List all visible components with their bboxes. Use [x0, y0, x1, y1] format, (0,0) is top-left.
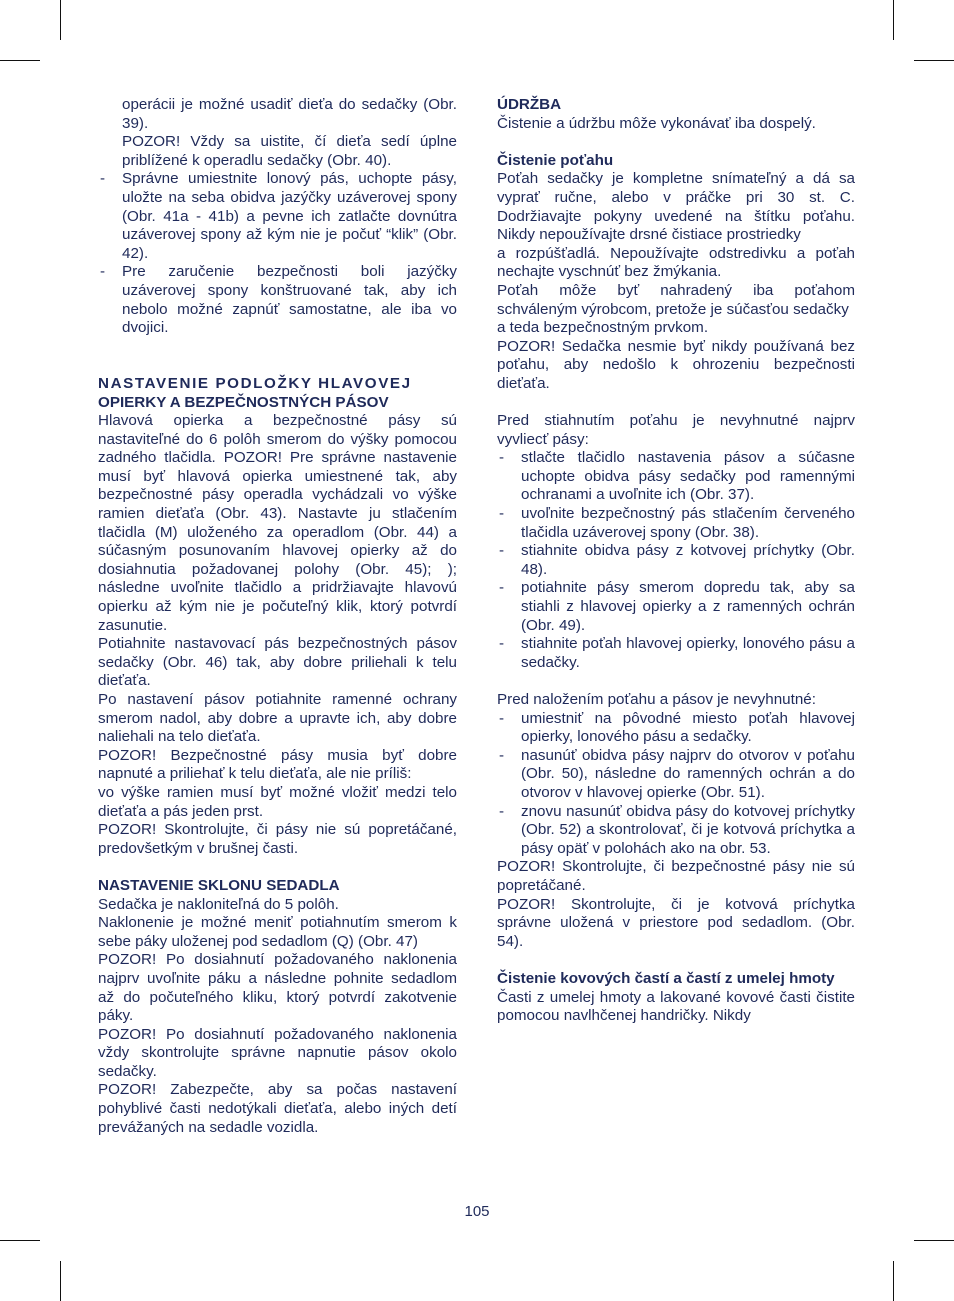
section-heading: NASTAVENIE SKLONU SEDADLA	[98, 876, 340, 894]
paragraph: POZOR! Zabezpečte, aby sa počas nastavení pohyblivé časti nedotýkali dieťaťa, alebo iných detí prevážaných na sedadle vozidla.	[98, 1081, 457, 1136]
paragraph: POZOR! Skontrolujte, či pásy nie sú popretáčané, predovšetkým v brušnej časti.	[98, 821, 457, 857]
paragraph: Časti z umelej hmoty a lakované kovové časti čistite pomocou navlhčenej handričky. Nikdy	[497, 988, 855, 1025]
list-item: - stiahnite poťah hlavovej opierky, lonového pásu a sedačky.	[497, 635, 855, 672]
right-column	[497, 96, 855, 1026]
paragraph: operácii je možné usadiť dieťa do sedačky (Obr. 39).	[122, 96, 457, 132]
crop-mark	[914, 1240, 954, 1241]
list-item: - uvoľnite bezpečnostný pás stlačením červeného tlačidla uzáverovej spony (Obr. 38).	[497, 505, 855, 542]
list	[497, 449, 855, 672]
paragraph: Čistenie a údržbu môže vykonávať iba dospelý.	[497, 114, 816, 132]
list-item: - Pre zaručenie bezpečnosti boli jazýčky uzáverovej spony konštruované tak, aby ich nebolo možné zapnúť samostatne, ale iba vo dvojici.	[98, 263, 457, 337]
paragraph: a rozpúšťadlá. Nepoužívajte odstredivku a poťah nechajte vyschnúť bez žmýkania.	[497, 244, 855, 281]
paragraph: a teda bezpečnostným prvkom.	[497, 319, 709, 337]
crop-mark	[60, 0, 61, 40]
list-item: - stlačte tlačidlo nastavenia pásov a súčasne uchopte obidva pásy sedačky pod ramennými ochranami a uvoľnite ich (Obr. 37).	[497, 449, 855, 505]
crop-mark	[0, 1240, 40, 1241]
crop-mark	[60, 1261, 61, 1301]
paragraph: POZOR! Vždy sa uistite, čí dieťa sedí úplne priblížené k operadlu sedačky (Obr. 40).	[122, 133, 457, 169]
list-item: - Správne umiestnite lonový pás, uchopte pásy, uložte na seba obidva jazýčky uzáverovej spony (Obr. 41a - 41b) a pevne ich zatlačte dovnútra uzáverovej spony až kým nie je počuť “klik” (Obr. 42).	[98, 170, 457, 263]
paragraph: Poťah môže byť nahradený iba poťahom schváleným výrobcom, pretože je súčasťou sedačky	[497, 281, 855, 318]
paragraph: Naklonenie je možné meniť potiahnutím smerom k sebe páky uloženej pod sedadlom (Q) (Obr. 47)	[98, 914, 457, 950]
list-item: - znovu nasunúť obidva pásy do kotvovej príchytky (Obr. 52) a skontrolovať, či je kotvová príchytka a pásy opäť v polohách ako na obr. 53.	[497, 803, 855, 859]
paragraph: POZOR! Sedačka nesmie byť nikdy používaná bez poťahu, aby nedošlo k ohrozeniu bezpečnosti dieťaťa.	[497, 337, 855, 392]
list-item: - stiahnite obidva pásy z kotvovej príchytky (Obr. 48).	[497, 542, 855, 579]
section-heading: NASTAVENIE PODLOŽKY HLAVOVEJ	[98, 374, 412, 392]
section-heading: ÚDRŽBA	[497, 96, 562, 113]
paragraph: Po nastavení pásov potiahnite ramenné ochrany smerom nadol, aby dobre a upravte ich, aby dobre naliehali na telo dieťaťa.	[98, 691, 457, 746]
paragraph: Poťah sedačky je kompletne snímateľný a dá sa vyprať ručne, alebo v práčke pri 30 st. C. Dodržiavajte pokyny uvedené na štítku poťahu. Nikdy nepoužívajte drsné čistiace prostriedky	[497, 170, 855, 244]
paragraph: Pred stiahnutím poťahu je nevyhnutné najprv vyvliecť pásy:	[497, 412, 855, 448]
paragraph: POZOR! Po dosiahnutí požadovaného naklonenia vždy skontrolujte správne napnutie pásov okolo sedačky.	[98, 1025, 457, 1080]
paragraph: Pred naložením poťahu a pásov je nevyhnutné:	[497, 691, 816, 708]
crop-mark	[914, 60, 954, 61]
left-column	[98, 96, 457, 1137]
crop-mark	[0, 60, 40, 61]
paragraph: POZOR! Po dosiahnutí požadovaného naklonenia najprv uvoľnite páku a následne pohnite sedadlom až do počuteľného kliku, ktorý potvrdí zakotvenie páky.	[98, 951, 457, 1025]
crop-mark	[893, 1261, 894, 1301]
section-heading: OPIERKY A BEZPEČNOSTNÝCH PÁSOV	[98, 393, 389, 411]
list-item: - umiestniť na pôvodné miesto poťah hlavovej opierky, lonového pásu a sedačky.	[497, 710, 855, 747]
list	[497, 710, 855, 859]
paragraph: Hlavová opierka a bezpečnostné pásy sú nastaviteľné do 6 polôh smerom do výšky pomocou zadného tlačidla. POZOR! Pre správne nastavenie musí byť hlavová opierka umiestnené tak, aby bezpečnostné pásy operadla vychádzali vo výške ramien dieťaťa (Obr. 43). Nastavte ju stlačením tlačidla (M) uloženého za operadlom (Obr. 44) a súčasným posunovaním hlavovej opierky až do dosiahnutia požadovanej polohy (Obr. 45); ); následne uvoľnite tlačidlo a pridržiavajte hlavovú opierku až kým nie je počuteľný klik, ktorý potvrdí zasunutie.	[98, 412, 457, 634]
section-heading: Čistenie kovových častí a častí z umelej hmoty	[497, 969, 835, 987]
list-item: - potiahnite pásy smerom dopredu tak, aby sa stiahli z hlavovej opierky a z ramenných ochrán (Obr. 49).	[497, 579, 855, 635]
paragraph: Sedačka je nakloniteľná do 5 polôh.	[98, 895, 339, 913]
section-heading: Čistenie poťahu	[497, 151, 614, 169]
crop-mark	[893, 0, 894, 40]
paragraph: POZOR! Bezpečnostné pásy musia byť dobre napnuté a priliehať k telu dieťaťa, ale nie príliš:	[98, 746, 457, 783]
paragraph: Potiahnite nastavovací pás bezpečnostných pásov sedačky (Obr. 46) tak, aby dobre priliehali k telu dieťaťa.	[98, 635, 457, 690]
list-item: - nasunúť obidva pásy najprv do otvorov v poťahu (Obr. 50), následne do ramenných ochrán a do otvorov v hlavovej opierke (Obr. 51).	[497, 747, 855, 803]
paragraph: POZOR! Skontrolujte, či je kotvová príchytka správne uložená v priestore pod sedadlom. (Obr. 54).	[497, 895, 855, 950]
paragraph: POZOR! Skontrolujte, či bezpečnostné pásy nie sú popretáčané.	[497, 858, 855, 894]
page-number: 105	[464, 1203, 490, 1220]
paragraph: vo výške ramien musí byť možné vložiť medzi telo dieťaťa a pás jeden prst.	[98, 783, 457, 820]
list	[98, 170, 457, 337]
